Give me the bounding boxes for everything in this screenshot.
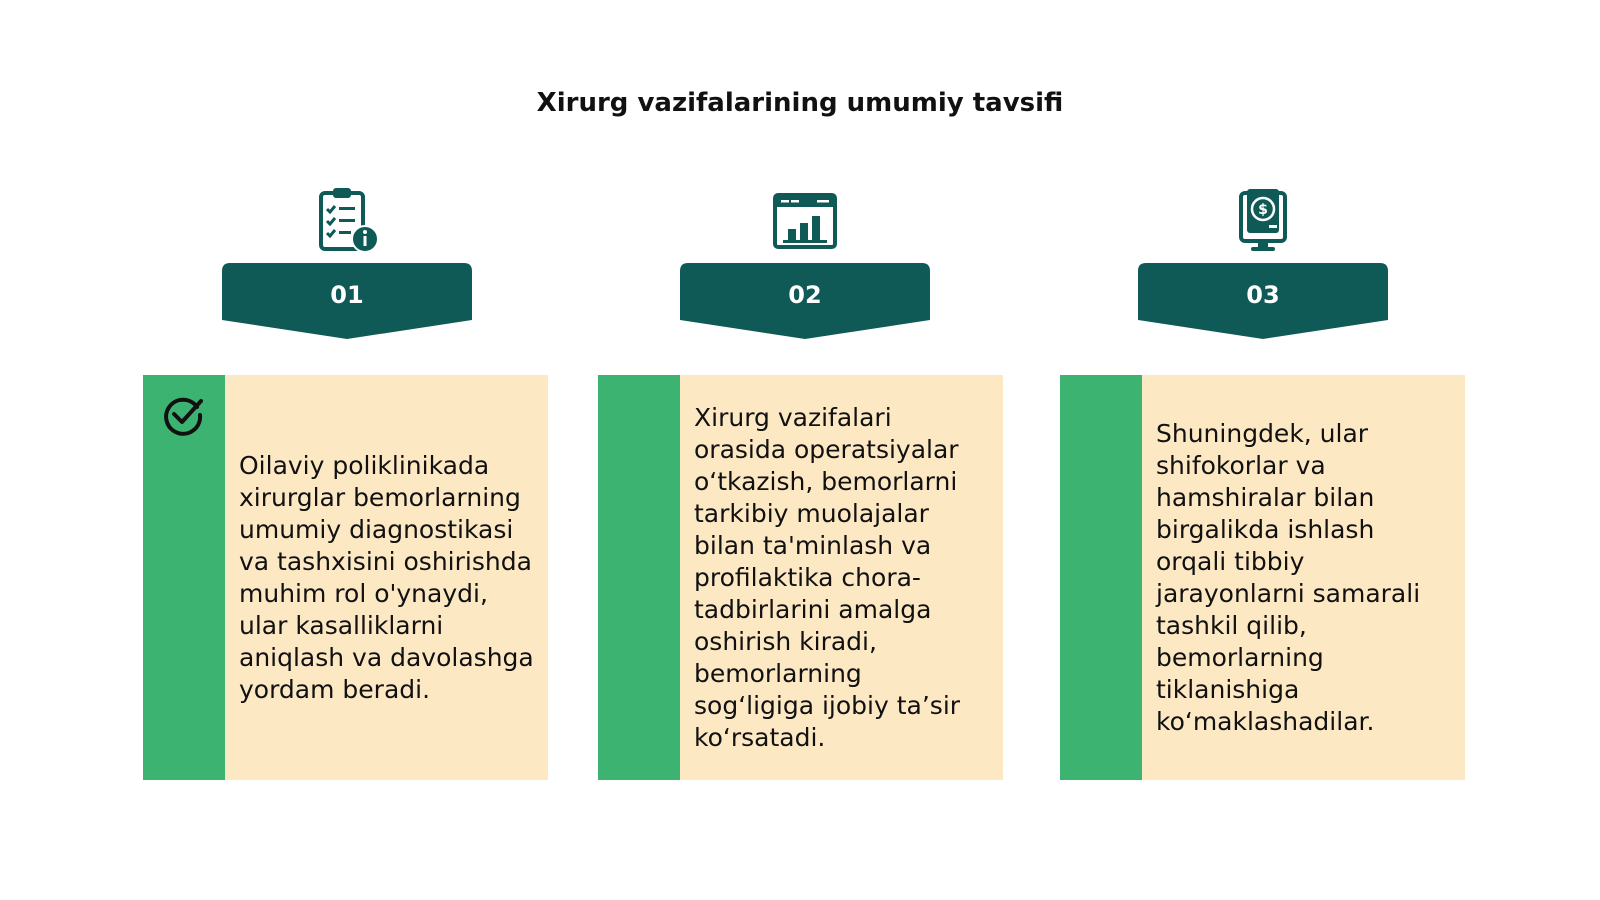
card-text: Oilaviy poliklinikada xirurglar bemorlarning umumiy diagnostikasi va tashxisini oshirishda muhim rol o'ynaydi, ular kasalliklarni aniqlash va davolashga yordam beradi. (239, 450, 534, 704)
card-body (225, 375, 548, 780)
check-circle-icon (161, 393, 205, 437)
description-card-2 (598, 375, 1003, 780)
bar-chart-window-icon (769, 185, 841, 257)
page-title: Xirurg vazifalarining umumiy tavsifi (536, 88, 1064, 118)
card-accent-bar (143, 375, 225, 780)
step-badge (680, 263, 930, 343)
step-3 (1138, 185, 1388, 343)
svg-text:$: $ (1258, 202, 1268, 218)
card-accent-bar (598, 375, 680, 780)
card-text: Shuningdek, ular shifokorlar va hamshiralar bilan birgalikda ishlash orqali tibbiy jarayonlarni samarali tashkil qilib, bemorlarning tiklanishiga ko‘maklashadilar. (1156, 418, 1421, 736)
description-card-3 (1060, 375, 1465, 780)
step-1 (222, 185, 472, 343)
step-number: 03 (1246, 281, 1280, 309)
step-number: 01 (330, 281, 364, 309)
monitor-dollar-icon (1227, 185, 1299, 257)
step-2 (680, 185, 930, 343)
step-badge (1138, 263, 1388, 343)
card-accent-bar (1060, 375, 1142, 780)
step-badge (222, 263, 472, 343)
description-card-1 (143, 375, 548, 780)
step-number: 02 (788, 281, 822, 309)
card-body (1142, 375, 1465, 780)
card-body (680, 375, 1003, 780)
card-text: Xirurg vazifalari orasida operatsiyalar o‘tkazish, bemorlarni tarkibiy muolajalar bilan ta'minlash va profilaktika chora-tadbirlarini amalga oshirish kiradi, bemorlarning sog‘ligiga ijobiy ta’sir ko‘rsatadi. (694, 402, 961, 752)
clipboard-checklist-info-icon (311, 185, 383, 257)
